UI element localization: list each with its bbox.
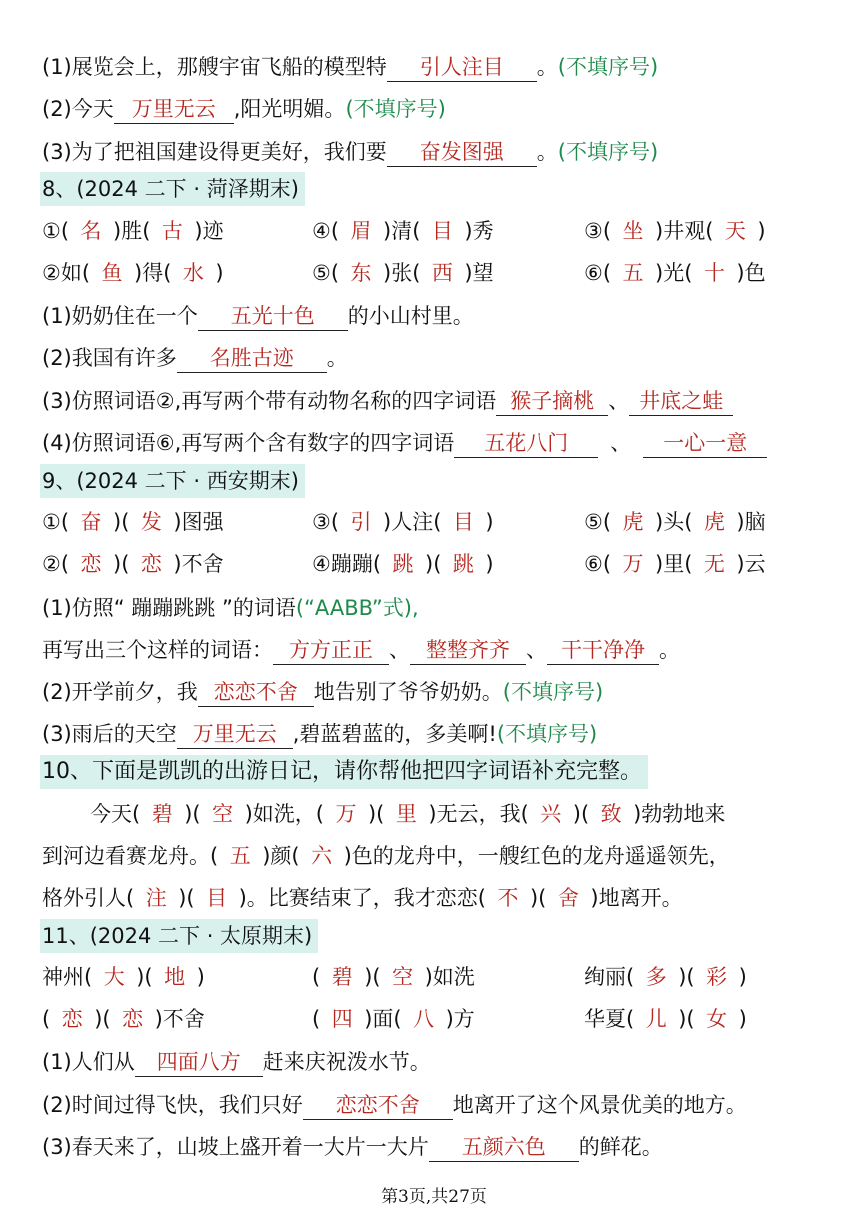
idiom-item: ③( 引 )人注( 目 ) [312, 510, 494, 534]
idiom-item: 华夏( 儿 )( 女 ) [584, 1007, 747, 1031]
answer-blank: 五颜六色 [429, 1133, 579, 1162]
s8-question-3: (3)仿照词语②,再写两个带有动物名称的四字词语 猴子摘桃 、 井底之蛙 [42, 386, 838, 416]
answer-blank: 井底之蛙 [629, 387, 733, 416]
idiom-item: ( 碧 )( 空 )如洗 [312, 965, 475, 989]
s9-question-1-answers: 再写出三个这样的词语： 方方正正 、 整整齐齐 、 干干净净 。 [42, 635, 838, 665]
s11-question-1: (1)人们从 四面八方 赶来庆祝泼水节。 [42, 1047, 838, 1077]
idiom-item: ( 四 )面( 八 )方 [312, 1007, 475, 1031]
answer-blank: 整整齐齐 [410, 636, 526, 665]
answer-blank: 恋恋不舍 [303, 1091, 453, 1120]
s7-question-2 [42, 94, 838, 124]
question-text: (2)今天 [42, 97, 114, 121]
idiom-item: ④蹦蹦( 跳 )( 跳 ) [312, 552, 494, 576]
answer-blank: 四面八方 [135, 1048, 263, 1077]
answer-blank: 方方正正 [273, 636, 389, 665]
idiom-item: ①( 奋 )( 发 )图强 [42, 510, 224, 534]
answer-blank: 猴子摘桃 [496, 387, 608, 416]
answer-blank: 名胜古迹 [177, 344, 327, 373]
answer-blank: 引人注目 [387, 53, 537, 82]
section-10-header: 10、下面是凯凯的出游日记，请你帮他把四字词语补充完整。 [40, 755, 648, 789]
instruction-note: (不填序号) [502, 680, 604, 704]
idiom-item: 绚丽( 多 )( 彩 ) [584, 965, 747, 989]
s7-question-3 [42, 137, 838, 167]
question-text: (1)展览会上，那艘宇宙飞船的模型特 [42, 55, 387, 79]
s10-diary-line-2: 到河边看赛龙舟。( 五 )颜( 六 )色的龙舟中，一艘红色的龙舟遥遥领先， [42, 844, 730, 868]
idiom-item: ⑥( 五 )光( 十 )色 [584, 261, 766, 285]
answer-blank: 一心一意 [643, 429, 767, 458]
answer-blank: 五光十色 [198, 302, 348, 331]
answer-blank: 五花八门 [454, 429, 598, 458]
s8-question-2: (2)我国有许多 名胜古迹 。 [42, 343, 838, 373]
idiom-item: ⑤( 虎 )头( 虎 )脑 [584, 510, 766, 534]
idiom-item: ③( 坐 )井观( 天 ) [584, 219, 766, 243]
section-11-header: 11、(2024 二下 · 太原期末) [40, 919, 318, 953]
instruction-note: (不填序号) [557, 140, 659, 164]
answer-blank: 干干净净 [547, 636, 659, 665]
s11-question-3: (3)春天来了，山坡上盛开着一大片一大片 五颜六色 的鲜花。 [42, 1132, 838, 1162]
instruction-note: (“AABB”式), [295, 596, 419, 620]
idiom-item: 神州( 大 )( 地 ) [42, 965, 205, 989]
question-text: ,阳光明媚。 [233, 97, 346, 121]
s9-question-3: (3)雨后的天空 万里无云 ,碧蓝碧蓝的，多美啊!(不填序号) [42, 719, 838, 749]
instruction-note: (不填序号) [496, 722, 598, 746]
answer-blank: 万里无云 [177, 720, 293, 749]
answer-blank: 奋发图强 [387, 138, 537, 167]
idiom-item: ④( 眉 )清( 目 )秀 [312, 219, 494, 243]
s8-question-4: (4)仿照词语⑥,再写两个含有数字的四字词语 五花八门 、 一心一意 [42, 428, 838, 458]
s10-diary-line-1: 今天( 碧 )( 空 )如洗，( 万 )( 里 )无云，我( 兴 )( 致 )勃勃地来 [90, 802, 726, 826]
s9-question-1: (1)仿照“ 蹦蹦跳跳 ”的词语(“AABB”式), [42, 596, 419, 620]
section-8-header: 8、(2024 二下 · 菏泽期末) [40, 172, 305, 206]
instruction-note: (不填序号) [345, 97, 446, 121]
answer-blank: 恋恋不舍 [198, 678, 314, 707]
s8-question-1: (1)奶奶住在一个 五光十色 的小山村里。 [42, 301, 838, 331]
idiom-item: ( 恋 )( 恋 )不舍 [42, 1007, 205, 1031]
idiom-item: ②( 恋 )( 恋 )不舍 [42, 552, 224, 576]
s7-question-1 [42, 52, 838, 82]
s9-question-2: (2)开学前夕，我 恋恋不舍 地告别了爷爷奶奶。(不填序号) [42, 677, 838, 707]
s10-diary-line-3: 格外引人( 注 )( 目 )。比赛结束了，我才恋恋( 不 )( 舍 )地离开。 [42, 886, 683, 910]
page-footer: 第3页,共27页 [381, 1187, 487, 1207]
question-text: 。 [536, 55, 558, 79]
idiom-item: ⑥( 万 )里( 无 )云 [584, 552, 766, 576]
question-text: 。 [536, 140, 558, 164]
idiom-item: ①( 名 )胜( 古 )迹 [42, 219, 224, 243]
answer-blank: 万里无云 [114, 95, 234, 124]
section-9-header: 9、(2024 二下 · 西安期末) [40, 464, 305, 498]
question-text: (3)为了把祖国建设得更美好，我们要 [42, 140, 387, 164]
instruction-note: (不填序号) [557, 55, 659, 79]
s11-question-2: (2)时间过得飞快，我们只好 恋恋不舍 地离开了这个风景优美的地方。 [42, 1090, 838, 1120]
idiom-item: ⑤( 东 )张( 西 )望 [312, 261, 494, 285]
idiom-item: ②如( 鱼 )得( 水 ) [42, 261, 224, 285]
